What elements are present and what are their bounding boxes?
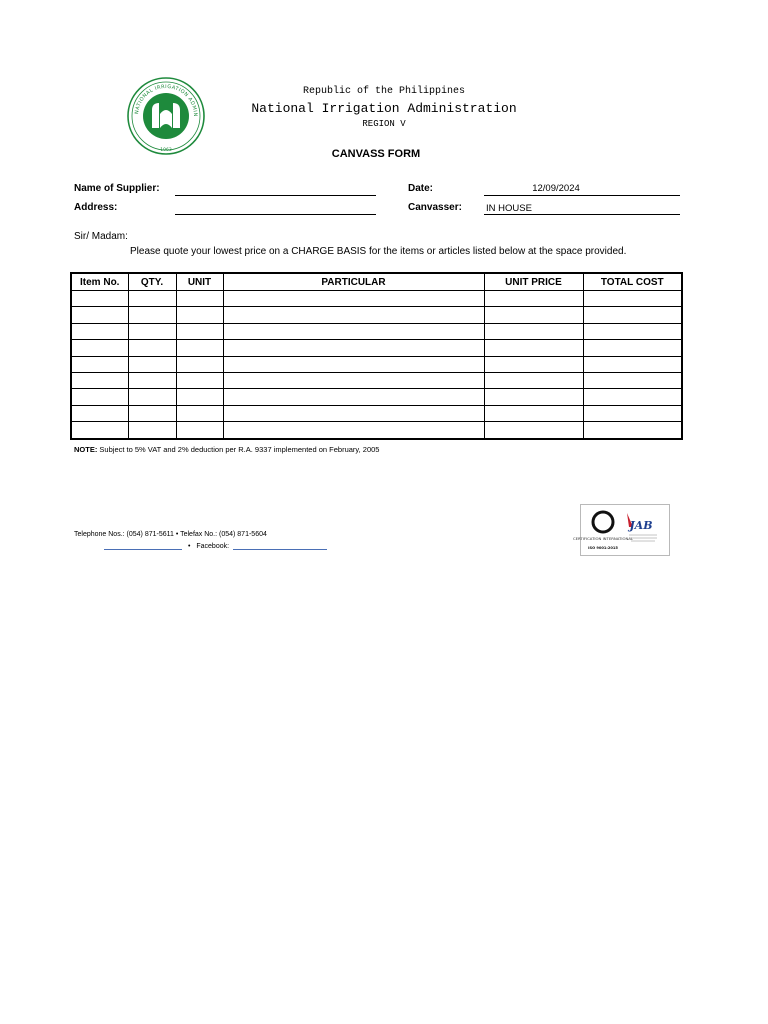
separator-dot: • xyxy=(187,543,191,550)
contact-links-row xyxy=(104,543,327,550)
table-cell[interactable] xyxy=(583,405,682,421)
table-cell[interactable] xyxy=(223,323,484,339)
table-cell[interactable] xyxy=(176,389,223,405)
canvasser-label: Canvasser: xyxy=(408,202,462,213)
table-cell[interactable] xyxy=(176,340,223,356)
table-cell[interactable] xyxy=(128,291,176,307)
table-cell[interactable] xyxy=(583,422,682,439)
cert-text: CERTIFICATION INTERNATIONAL xyxy=(572,536,634,541)
table-cell[interactable] xyxy=(71,422,128,439)
date-value: 12/09/2024 xyxy=(532,183,580,194)
col-item-no: Item No. xyxy=(71,273,128,291)
table-cell[interactable] xyxy=(583,389,682,405)
email-link-line[interactable] xyxy=(104,549,182,550)
table-cell[interactable] xyxy=(583,356,682,372)
table-cell[interactable] xyxy=(71,389,128,405)
table-cell[interactable] xyxy=(128,405,176,421)
col-qty: QTY. xyxy=(128,273,176,291)
facebook-label: Facebook: xyxy=(196,543,230,550)
supplier-label: Name of Supplier: xyxy=(74,183,160,194)
table-cell[interactable] xyxy=(484,422,583,439)
cert-iso: ISO 9001:2015 xyxy=(588,546,618,550)
table-cell[interactable] xyxy=(484,323,583,339)
seal-text: NATIONAL IRRIGATION ADMIN xyxy=(134,83,199,117)
form-title: CANVASS FORM xyxy=(331,148,421,160)
table-cell[interactable] xyxy=(223,307,484,323)
table-cell[interactable] xyxy=(176,405,223,421)
date-field-line[interactable] xyxy=(484,195,680,196)
instruction-text: Please quote your lowest price on a CHARGE BASIS for the items or articles listed below at the space provided. xyxy=(130,246,627,257)
note-label: NOTE: xyxy=(74,445,98,454)
table-cell[interactable] xyxy=(71,340,128,356)
table-row xyxy=(71,323,682,339)
table-cell[interactable] xyxy=(583,323,682,339)
table-cell[interactable] xyxy=(128,323,176,339)
table-cell[interactable] xyxy=(223,291,484,307)
table-row xyxy=(71,422,682,439)
date-label: Date: xyxy=(408,183,434,194)
table-cell[interactable] xyxy=(484,291,583,307)
table-row xyxy=(71,372,682,388)
table-cell[interactable] xyxy=(128,389,176,405)
table-cell[interactable] xyxy=(223,405,484,421)
table-cell[interactable] xyxy=(583,372,682,388)
canvasser-field-line[interactable] xyxy=(484,214,680,215)
republic-heading: Republic of the Philippines xyxy=(302,86,466,97)
table-row xyxy=(71,389,682,405)
table-cell[interactable] xyxy=(484,356,583,372)
table-cell[interactable] xyxy=(484,372,583,388)
table-cell[interactable] xyxy=(128,372,176,388)
table-cell[interactable] xyxy=(223,372,484,388)
table-cell[interactable] xyxy=(583,307,682,323)
canvass-items-table xyxy=(70,272,683,440)
supplier-field-line[interactable] xyxy=(175,195,376,196)
table-cell[interactable] xyxy=(484,405,583,421)
table-cell[interactable] xyxy=(128,356,176,372)
address-label: Address: xyxy=(74,202,118,213)
seal-year: 1963 xyxy=(160,148,172,153)
table-row xyxy=(71,340,682,356)
table-row xyxy=(71,405,682,421)
table-cell[interactable] xyxy=(223,356,484,372)
address-field-line[interactable] xyxy=(175,214,376,215)
table-cell[interactable] xyxy=(71,291,128,307)
table-cell[interactable] xyxy=(128,422,176,439)
table-cell[interactable] xyxy=(484,340,583,356)
table-cell[interactable] xyxy=(176,307,223,323)
vat-note xyxy=(74,445,379,454)
table-cell[interactable] xyxy=(71,307,128,323)
table-header-row xyxy=(71,273,682,291)
table-cell[interactable] xyxy=(583,340,682,356)
table-row xyxy=(71,307,682,323)
certification-ring-icon xyxy=(593,512,613,532)
table-cell[interactable] xyxy=(223,340,484,356)
table-row xyxy=(71,356,682,372)
col-total-cost: TOTAL COST xyxy=(583,273,682,291)
table-cell[interactable] xyxy=(223,389,484,405)
col-unit: UNIT xyxy=(176,273,223,291)
table-cell[interactable] xyxy=(71,372,128,388)
table-cell[interactable] xyxy=(128,307,176,323)
iso-certification-badge xyxy=(572,504,670,556)
facebook-link-line[interactable] xyxy=(233,549,327,550)
table-cell[interactable] xyxy=(484,307,583,323)
agency-heading: National Irrigation Administration xyxy=(251,101,517,116)
note-text: Subject to 5% VAT and 2% deduction per R.A. 9337 implemented on February, 2005 xyxy=(97,445,380,454)
salutation: Sir/ Madam: xyxy=(74,231,128,242)
region-heading: REGION V xyxy=(362,119,406,129)
table-cell[interactable] xyxy=(176,323,223,339)
table-cell[interactable] xyxy=(176,422,223,439)
telephone-line: Telephone Nos.: (054) 871-5611 • Telefax No.: (054) 871-5604 xyxy=(74,531,267,538)
table-cell[interactable] xyxy=(484,389,583,405)
jab-mark: JAB xyxy=(629,519,653,532)
table-cell[interactable] xyxy=(176,372,223,388)
col-particular: PARTICULAR xyxy=(223,273,484,291)
table-cell[interactable] xyxy=(176,291,223,307)
col-unit-price: UNIT PRICE xyxy=(484,273,583,291)
table-cell[interactable] xyxy=(583,291,682,307)
table-cell[interactable] xyxy=(128,340,176,356)
table-row xyxy=(71,291,682,307)
table-cell[interactable] xyxy=(71,356,128,372)
table-cell[interactable] xyxy=(223,422,484,439)
table-cell[interactable] xyxy=(71,405,128,421)
table-cell[interactable] xyxy=(176,356,223,372)
table-cell[interactable] xyxy=(71,323,128,339)
canvasser-value: IN HOUSE xyxy=(486,203,532,214)
